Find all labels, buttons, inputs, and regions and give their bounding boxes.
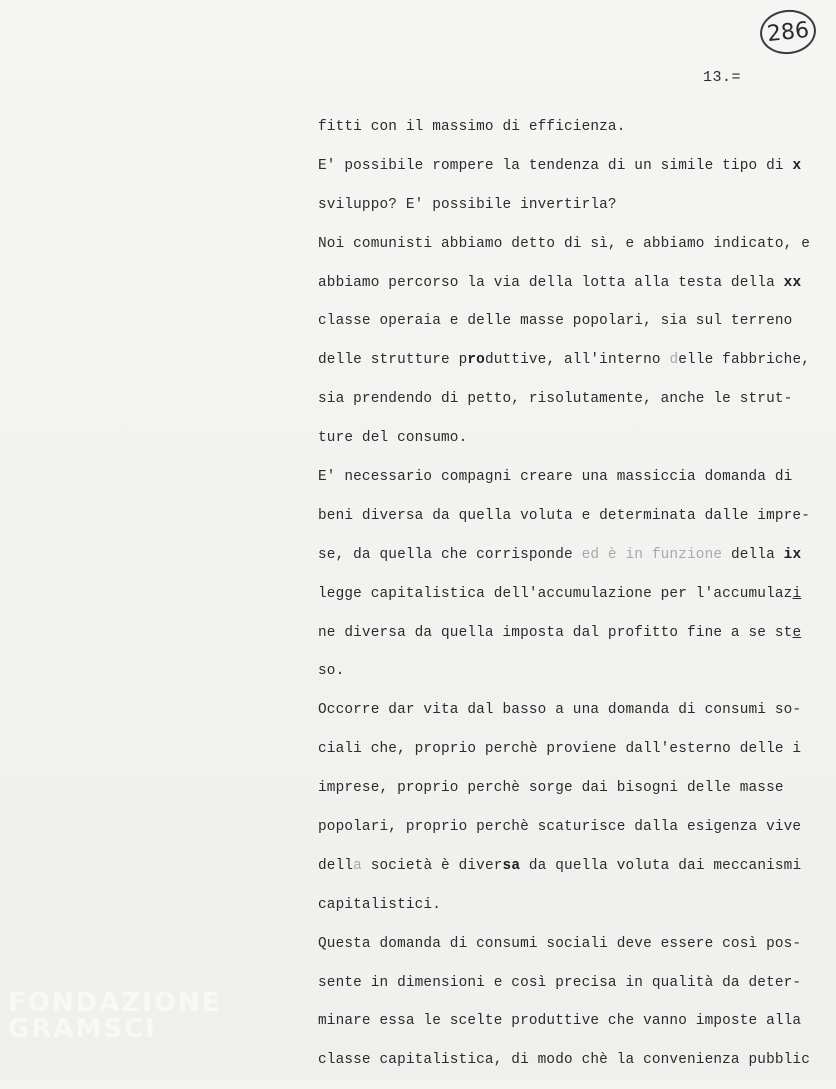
text-segment: beni diversa da quella voluta e determinata dalle impre- bbox=[318, 507, 811, 524]
text-line bbox=[318, 623, 808, 662]
text-line bbox=[318, 661, 808, 700]
text-segment: dell bbox=[318, 857, 354, 874]
text-segment: ciali che, proprio perchè proviene dall'esterno delle i bbox=[318, 741, 802, 758]
text-segment-faded: a bbox=[353, 857, 362, 874]
text-line bbox=[318, 506, 811, 545]
text-line bbox=[318, 856, 808, 895]
text-line bbox=[318, 895, 808, 934]
text-segment: E' necessario compagni creare una massiccia domanda di bbox=[318, 469, 793, 486]
text-segment: ne diversa da quella imposta dal profitto fine a se st bbox=[318, 624, 793, 641]
text-line bbox=[318, 117, 808, 156]
text-segment: elle fabbriche, bbox=[678, 352, 811, 369]
archive-watermark bbox=[8, 988, 222, 1050]
archive-stamp bbox=[758, 7, 818, 57]
text-segment: se, da quella che corrisponde bbox=[318, 546, 582, 563]
text-segment: abbiamo percorso la via della lotta alla testa della bbox=[318, 274, 784, 291]
text-segment-faded: ed è in funzione bbox=[581, 546, 723, 563]
text-line bbox=[318, 778, 808, 817]
text-line bbox=[318, 934, 808, 973]
text-line bbox=[318, 817, 808, 856]
text-segment-underline: i bbox=[792, 585, 802, 602]
text-line bbox=[318, 973, 808, 1012]
text-segment: minare essa le scelte produttive che vanno imposte alla bbox=[318, 1013, 802, 1030]
text-segment: Occorre dar vita dal basso a una domanda di consumi so- bbox=[318, 702, 802, 719]
text-line bbox=[318, 1011, 808, 1050]
text-line bbox=[318, 234, 811, 273]
text-segment-strike: x bbox=[792, 157, 802, 174]
text-line bbox=[318, 545, 808, 584]
text-line bbox=[318, 1050, 811, 1089]
watermark-line-2: GRAMSCI bbox=[8, 1014, 157, 1044]
text-segment: classe capitalistica, di modo chè la convenienza pubblic bbox=[318, 1052, 811, 1069]
text-segment: sente in dimensioni e così precisa in qualità da deter- bbox=[318, 974, 802, 991]
text-segment-strike: ix bbox=[783, 546, 802, 563]
text-segment: capitalistici. bbox=[318, 896, 442, 913]
text-segment: Noi comunisti abbiamo detto di sì, e abbiamo indicato, e bbox=[318, 235, 811, 252]
text-segment-strike: sa bbox=[502, 857, 521, 874]
text-segment: società è diver bbox=[361, 857, 503, 874]
text-line bbox=[318, 350, 811, 389]
text-segment: classe operaia e delle masse popolari, sia sul terreno bbox=[318, 313, 793, 330]
text-segment: popolari, proprio perchè scaturisce dalla esigenza vive bbox=[318, 819, 802, 836]
text-segment: legge capitalistica dell'accumulazione per l'accumulaz bbox=[318, 585, 793, 602]
text-line bbox=[318, 467, 808, 506]
text-segment: sviluppo? E' possibile invertirla? bbox=[318, 196, 617, 213]
text-segment: imprese, proprio perchè sorge dai bisogni delle masse bbox=[318, 780, 784, 797]
text-line bbox=[318, 156, 808, 195]
text-segment-faded: d bbox=[669, 352, 679, 369]
text-segment: da quella voluta dai meccanismi bbox=[520, 857, 802, 874]
text-line bbox=[318, 739, 808, 778]
text-line bbox=[318, 700, 808, 739]
text-segment: so. bbox=[318, 663, 345, 680]
text-segment: ture del consumo. bbox=[318, 430, 468, 447]
text-segment: fitti con il massimo di efficienza. bbox=[318, 119, 626, 135]
text-segment: Questa domanda di consumi sociali deve essere così pos- bbox=[318, 935, 802, 952]
text-segment-strike: xx bbox=[783, 274, 802, 291]
text-segment-strike: ro bbox=[467, 352, 485, 369]
page-number: 13.= bbox=[703, 69, 742, 86]
text-segment: duttive, all'interno bbox=[484, 352, 670, 369]
text-segment: delle strutture p bbox=[318, 352, 468, 369]
text-segment: E' possibile rompere la tendenza di un simile tipo di bbox=[318, 157, 793, 174]
text-line bbox=[318, 428, 808, 467]
typed-text-body bbox=[318, 117, 811, 1089]
text-segment: sia prendendo di petto, risolutamente, anche le strut- bbox=[318, 391, 793, 408]
text-segment-underline: e bbox=[792, 624, 802, 641]
text-line bbox=[318, 389, 808, 428]
text-line bbox=[318, 195, 808, 234]
text-segment: della bbox=[722, 546, 784, 563]
text-line bbox=[318, 273, 808, 312]
watermark-line-1: FONDAZIONE bbox=[8, 988, 222, 1018]
stamp-number: 286 bbox=[765, 17, 811, 47]
text-line bbox=[318, 584, 808, 623]
text-line bbox=[318, 311, 808, 350]
